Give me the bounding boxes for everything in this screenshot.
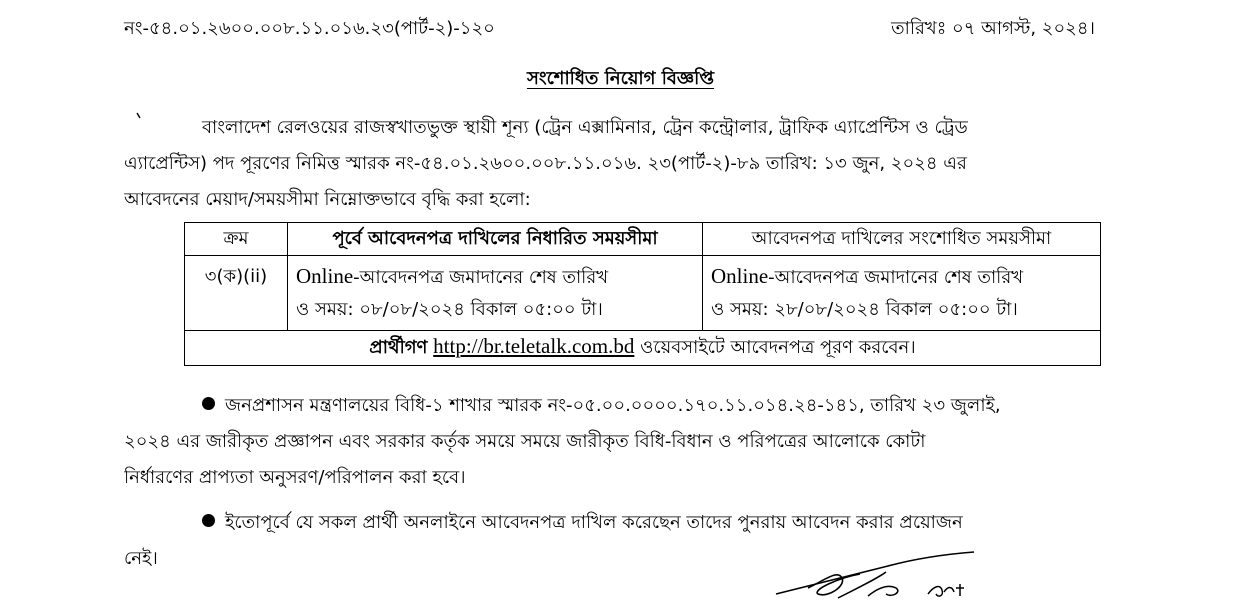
cell-revised-deadline <box>703 256 1101 331</box>
revised-line-1-text: -আবেদনপত্র জমাদানের শেষ তারিখ <box>768 267 1024 288</box>
header-serial: ক্রম <box>185 223 288 256</box>
deadline-table <box>184 222 1101 366</box>
quota-line-1-text: জনপ্রশাসন মন্ত্রণালয়ের বিধি-১ শাখার স্মারক নং-০৫.০০.০০০০.১৭০.১১.০১৪.২৪-১৪১, তারিখ ২৩ জুলাই, <box>225 395 1001 416</box>
bullet-icon <box>202 514 215 527</box>
reapply-line-1-text: ইতোপূর্বে যে সকল প্রার্থী অনলাইনে আবেদনপত্র দাখিল করেছেন তাদের পুনরায় আবেদন করার প্রয়োজন <box>225 512 963 533</box>
previous-line-2: ও সময়: ০৮/০৮/২০২৪ বিকাল ০৫:০০ টা। <box>296 299 603 320</box>
table-header-row <box>185 223 1101 256</box>
quota-line-3: নির্ধারণের প্রাপ্যতা অনুসরণ/পরিপালন করা হবে। <box>124 467 466 488</box>
footer-cell <box>185 331 1101 366</box>
table-footer-row <box>185 331 1101 366</box>
bullet-icon <box>202 397 215 410</box>
cell-serial: ৩(ক)(ii) <box>185 256 288 331</box>
footer-rest: ওয়েবসাইটে আবেদনপত্র পূরণ করবেন। <box>640 336 916 358</box>
previous-line-1 <box>296 260 694 294</box>
header-previous-deadline: পূর্বে আবেদনপত্র দাখিলের নিধারিত সময়সীমা <box>288 223 703 256</box>
revised-online-text: Online <box>711 264 769 288</box>
table-row <box>185 256 1101 331</box>
memo-date: তারিখঃ ০৭ আগস্ট, ২০২৪। <box>891 18 1095 39</box>
header-revised-deadline: আবেদনপত্র দাখিলের সংশোধিত সময়সীমা <box>703 223 1101 256</box>
reapply-line-1 <box>124 505 1100 541</box>
intro-line-2: এ্যাপ্রেন্টিস) পদ পূরণের নিমিত্ত স্মারক নং-৫৪.০১.২৬০০.০০৮.১১.০১৬. ২৩(পার্ট-২)-৮৯ তারিখ: ১৩ জুন, ২০২৪ এর <box>124 153 967 174</box>
intro-line-3: আবেদনের মেয়াদ/সময়সীমা নিম্নোক্তভাবে বৃদ্ধি করা হলো: <box>124 189 531 210</box>
previous-line-1-text: -আবেদনপত্র জমাদানের শেষ তারিখ <box>353 267 609 288</box>
quota-paragraph <box>124 388 1100 496</box>
quota-line-2: ২০২৪ এর জারীকৃত প্রজ্ঞাপন এবং সরকার কর্তৃক সময়ে সময়ে জারীকৃত বিধি-বিধান ও পরিপত্রের আলোকে কোটা <box>124 431 926 452</box>
notice-title-text: সংশোধিত নিয়োগ বিজ্ঞপ্তি <box>526 68 715 89</box>
intro-paragraph <box>124 110 1100 218</box>
intro-line-1: বাংলাদেশ রেলওয়ের রাজস্বখাতভুক্ত স্থায়ী শূন্য (ট্রেন এক্সামিনার, ট্রেন কন্ট্রোলার, ট্রাফিক এ্যাপ্রেন্টিস ও ট্রেড <box>202 117 968 138</box>
revised-line-2: ও সময়: ২৮/০৮/২০২৪ বিকাল ০৫:০০ টা। <box>711 299 1018 320</box>
notice-title <box>0 64 1241 95</box>
memo-number: নং-৫৪.০১.২৬০০.০০৮.১১.০১৬.২৩(পার্ট-২)-১২০ <box>124 18 495 39</box>
reapply-line-2: নেই। <box>124 548 158 569</box>
revised-line-1 <box>711 260 1092 294</box>
teletalk-link[interactable]: http://br.teletalk.com.bd <box>433 333 635 358</box>
footer-candidates: প্রার্থীগণ <box>369 336 428 358</box>
handwritten-signature <box>768 548 988 600</box>
cell-previous-deadline <box>288 256 703 331</box>
previous-online-text: Online <box>296 264 354 288</box>
quota-line-1 <box>124 388 1100 424</box>
